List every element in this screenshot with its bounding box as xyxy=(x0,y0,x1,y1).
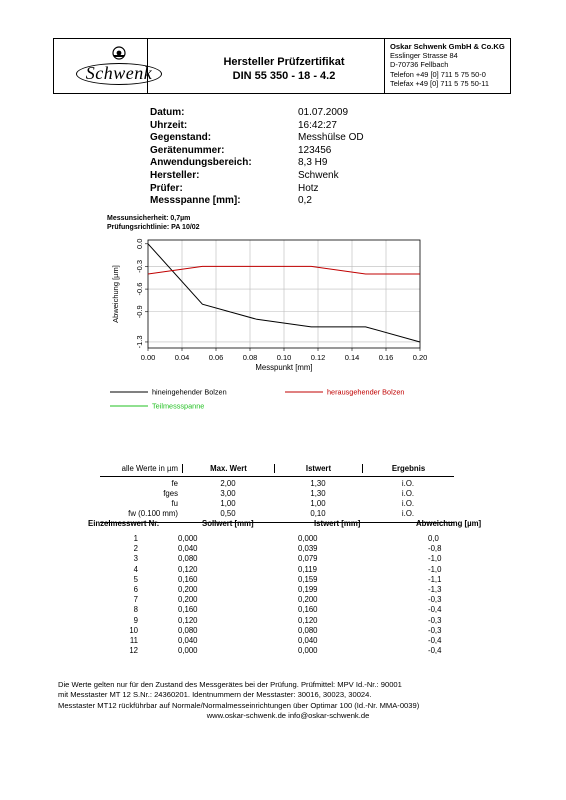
info-label: Prüfer: xyxy=(150,182,183,194)
detail-cell: -0,3 xyxy=(428,615,442,625)
detail-cell: 9 xyxy=(133,615,138,625)
detail-cell: 0,080 xyxy=(178,554,198,564)
detail-cell: 0,200 xyxy=(178,595,198,605)
detail-header-row xyxy=(88,519,508,531)
summary-cell: i.O. xyxy=(401,499,415,508)
detail-header: Sollwert [mm] xyxy=(202,519,254,528)
x-tick-label: 0.20 xyxy=(412,353,428,362)
table-row xyxy=(88,616,508,626)
detail-cell: 0,200 xyxy=(298,595,318,605)
table-row xyxy=(88,595,508,605)
detail-cell: -0,3 xyxy=(428,625,442,635)
detail-header: Istwert [mm] xyxy=(314,519,361,528)
table-row xyxy=(88,585,508,595)
fax-line: Telefax +49 [0] 711 5 75 50-11 xyxy=(390,78,489,88)
table-row xyxy=(88,544,508,554)
footer-line: Messtaster MT12 rückführbar auf Normale/Normalmesseinrichtungen über Optimar 100 (Id.-Nr. MMA-0039) xyxy=(58,700,420,710)
y-tick-label: 0.0 xyxy=(135,238,144,249)
info-value: 8,3 H9 xyxy=(298,157,328,169)
detail-body xyxy=(88,534,508,656)
table-row xyxy=(88,605,508,615)
uncertainty-note: Messunsicherheit: 0,7µm xyxy=(107,215,191,222)
detail-cell: -0,8 xyxy=(428,544,442,554)
summary-cell: i.O. xyxy=(401,479,415,488)
summary-cell: fges xyxy=(163,489,178,498)
info-row xyxy=(150,195,398,208)
detail-cell: 0,120 xyxy=(298,615,318,625)
detail-cell: 1 xyxy=(133,534,138,543)
detail-cell: 12 xyxy=(129,646,138,656)
summary-cell: fu xyxy=(171,499,178,508)
detail-cell: 5 xyxy=(133,574,138,584)
detail-cell: 0,160 xyxy=(178,574,198,584)
info-label: Datum: xyxy=(150,107,185,118)
table-row xyxy=(100,509,454,519)
y-axis-label: Abweichung [µm] xyxy=(111,265,120,323)
info-label: Hersteller: xyxy=(150,169,200,181)
detail-cell: -1,0 xyxy=(428,564,442,574)
info-value: Hotz xyxy=(298,182,319,194)
detail-cell: -0,3 xyxy=(428,595,442,605)
info-label: Uhrzeit: xyxy=(150,119,188,131)
single-measurement-table xyxy=(88,519,508,656)
detail-cell: 4 xyxy=(133,564,138,574)
guideline-note: Prüfungsrichtlinie: PA 10/02 xyxy=(107,224,200,231)
y-tick-label: -0.3 xyxy=(135,259,144,273)
chart-grid xyxy=(148,240,420,348)
detail-cell: 0,040 xyxy=(178,544,198,554)
summary-cell: 0,50 xyxy=(220,509,236,518)
detail-cell: -0,4 xyxy=(428,635,442,645)
summary-cell: fw (0.100 mm) xyxy=(128,509,178,518)
table-row xyxy=(88,626,508,636)
detail-cell: 0,120 xyxy=(178,615,198,625)
info-row xyxy=(150,170,398,183)
detail-cell: 10 xyxy=(129,625,138,635)
detail-cell: 0,000 xyxy=(178,534,198,543)
detail-cell: -1,1 xyxy=(428,574,442,584)
y-tick-label: -0.6 xyxy=(135,282,144,296)
info-row xyxy=(150,120,398,133)
x-axis-label: Messpunkt [mm] xyxy=(255,363,313,372)
phone-line: Telefon +49 [0] 711 5 75 50-0 xyxy=(390,69,486,79)
info-label: Gegenstand: xyxy=(150,132,212,144)
company-emblem-icon xyxy=(112,46,126,60)
summary-cell: 1,00 xyxy=(220,499,236,508)
summary-cell: 0,10 xyxy=(310,509,326,518)
detail-cell: -1,0 xyxy=(428,554,442,564)
legend-label: Teilmessspanne xyxy=(152,401,205,411)
legend-label: herausgehender Bolzen xyxy=(327,387,405,397)
info-row xyxy=(150,107,398,120)
table-row xyxy=(88,534,508,544)
detail-cell: -0,4 xyxy=(428,646,442,656)
deviation-chart xyxy=(100,236,430,436)
company-name: Oskar Schwenk GmbH & Co.KG xyxy=(390,42,505,51)
x-axis-ticks xyxy=(141,348,428,362)
footer-line: mit Messtaster MT 12 S.Nr.: 24360201. Identnummern der Messtaster: 30016, 30023, 30024. xyxy=(58,690,372,700)
table-row xyxy=(88,646,508,656)
detail-cell: 0,119 xyxy=(298,564,317,574)
detail-cell: 0,080 xyxy=(178,625,198,635)
measurement-notes xyxy=(107,214,200,232)
summary-cell: 3,00 xyxy=(220,489,236,498)
x-tick-label: 0.00 xyxy=(140,353,156,362)
info-label: Messspanne [mm]: xyxy=(150,195,241,207)
info-label: Anwendungsbereich: xyxy=(150,157,252,169)
summary-header-row xyxy=(100,461,454,477)
certificate-header xyxy=(53,38,511,94)
detail-cell: 0,199 xyxy=(298,584,318,594)
summary-header: Ergebnis xyxy=(362,464,454,473)
info-row xyxy=(150,145,398,158)
x-tick-label: 0.06 xyxy=(208,353,224,362)
certificate-standard: DIN 55 350 - 18 - 4.2 xyxy=(232,70,336,82)
certificate-footer xyxy=(58,680,518,722)
summary-header: Max. Wert xyxy=(182,464,274,473)
summary-table xyxy=(100,461,454,523)
footer-line: Die Werte gelten nur für den Zustand des Messgerätes bei der Prüfung. Prüfmittel: MPV Id.-Nr.: 90001 xyxy=(58,680,402,689)
summary-header: Istwert xyxy=(274,464,362,473)
detail-cell: 0,0 xyxy=(428,534,439,543)
detail-cell: 0,039 xyxy=(298,544,318,554)
detail-cell: 6 xyxy=(133,584,138,594)
info-value: 123456 xyxy=(298,144,332,156)
company-logo: Schwenk xyxy=(76,63,162,85)
detail-cell: 2 xyxy=(133,544,138,554)
detail-cell: 11 xyxy=(129,635,138,645)
company-address xyxy=(390,42,505,88)
certificate-title: Hersteller Prüfzertifikat xyxy=(223,56,345,68)
chart-legend xyxy=(110,388,405,411)
y-axis-ticks xyxy=(135,239,148,349)
detail-cell: 0,080 xyxy=(298,625,318,635)
detail-cell: 3 xyxy=(133,554,138,564)
x-tick-label: 0.12 xyxy=(310,353,326,362)
detail-cell: 0,079 xyxy=(298,554,318,564)
detail-header: Abweichung [µm] xyxy=(416,519,482,528)
table-row xyxy=(88,554,508,564)
y-tick-label: -0.9 xyxy=(135,305,144,319)
x-tick-label: 0.04 xyxy=(174,353,190,362)
table-row xyxy=(88,565,508,575)
detail-cell: -1,3 xyxy=(428,584,442,594)
detail-cell: 0,159 xyxy=(298,574,318,584)
footer-contact: www.oskar-schwenk.de info@oskar-schwenk.de xyxy=(206,711,370,721)
detail-cell: 0,160 xyxy=(298,605,318,615)
table-row xyxy=(100,489,454,499)
info-row xyxy=(150,157,398,170)
summary-cell: 1,30 xyxy=(310,489,326,498)
detail-header: Einzelmesswert Nr. xyxy=(88,519,160,528)
table-row xyxy=(100,479,454,489)
x-tick-label: 0.16 xyxy=(378,353,394,362)
info-value: 01.07.2009 xyxy=(298,107,349,118)
device-info xyxy=(150,107,398,208)
legend-label: hineingehender Bolzen xyxy=(152,387,227,397)
summary-cell: 2,00 xyxy=(220,479,236,488)
info-label: Gerätenummer: xyxy=(150,144,225,156)
info-row xyxy=(150,183,398,196)
detail-cell: 0,040 xyxy=(178,635,198,645)
info-value: 0,2 xyxy=(298,195,312,207)
detail-cell: 0,200 xyxy=(178,584,198,594)
detail-cell: 0,000 xyxy=(298,646,318,656)
info-value: 16:42:27 xyxy=(298,119,337,131)
detail-cell: 0,000 xyxy=(178,646,198,656)
x-tick-label: 0.08 xyxy=(242,353,258,362)
x-tick-label: 0.14 xyxy=(344,353,360,362)
address-line: D-70736 Fellbach xyxy=(390,60,449,70)
detail-cell: 8 xyxy=(133,605,138,615)
detail-cell: 0,120 xyxy=(178,564,198,574)
info-value: Messhülse OD xyxy=(298,132,364,144)
header-divider xyxy=(384,39,385,93)
summary-cell: 1,00 xyxy=(310,499,326,508)
x-tick-label: 0.10 xyxy=(276,353,292,362)
detail-cell: -0,4 xyxy=(428,605,442,615)
detail-cell: 0,000 xyxy=(298,534,318,543)
table-row xyxy=(100,499,454,509)
table-row xyxy=(88,575,508,585)
info-row xyxy=(150,132,398,145)
address-line: Esslinger Strasse 84 xyxy=(390,51,458,61)
summary-cell: fe xyxy=(171,479,178,488)
summary-header: alle Werte in µm xyxy=(121,464,178,473)
detail-cell: 0,040 xyxy=(298,635,318,645)
summary-cell: i.O. xyxy=(401,489,415,498)
summary-body xyxy=(100,477,454,523)
detail-cell: 7 xyxy=(133,595,138,605)
detail-cell: 0,160 xyxy=(178,605,198,615)
info-value: Schwenk xyxy=(298,169,339,181)
summary-cell: i.O. xyxy=(401,509,415,518)
summary-cell: 1,30 xyxy=(310,479,326,488)
table-row xyxy=(88,636,508,646)
y-tick-label: -1.3 xyxy=(135,335,144,349)
